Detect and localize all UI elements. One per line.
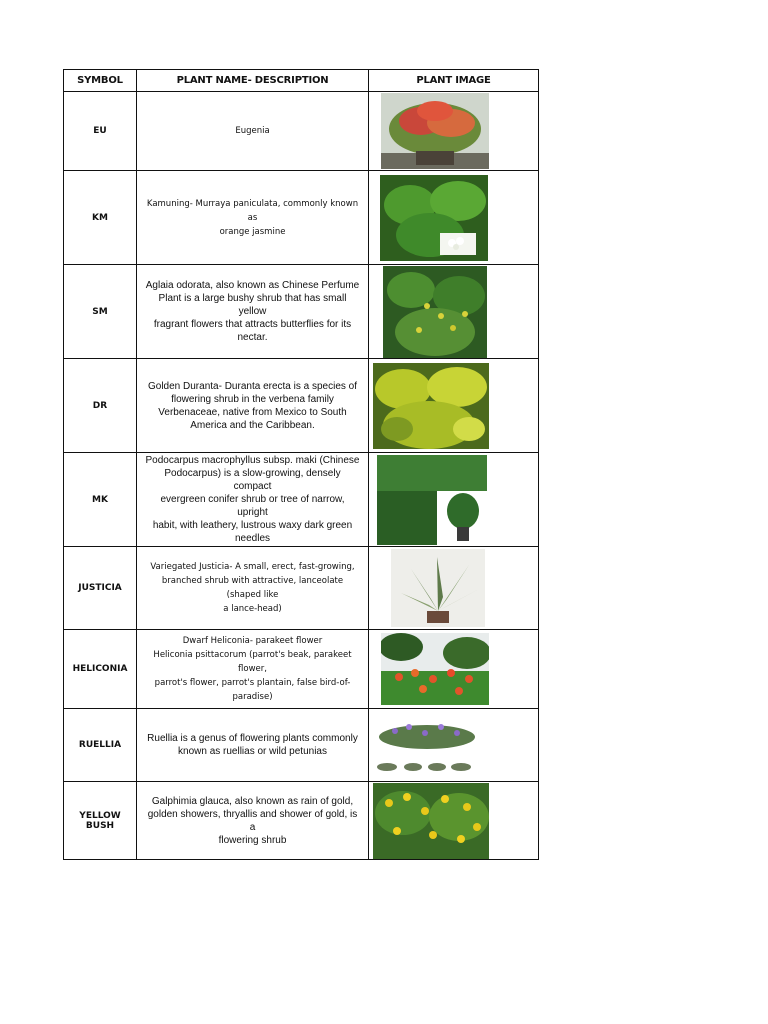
row-image-cell	[369, 265, 539, 359]
justicia-photo-icon	[391, 549, 485, 627]
row-symbol: SM	[64, 265, 137, 359]
row-description: Podocarpus macrophyllus subsp. maki (Chinese Podocarpus) is a slow-growing, densely compact evergreen conifer shrub or tree of narrow, upright habit, with leathery, lustrous waxy dark green needles	[137, 453, 369, 547]
row-image-cell	[369, 547, 539, 630]
golden-duranta-photo-icon	[373, 363, 489, 449]
header-image: PLANT IMAGE	[369, 70, 539, 92]
table-row	[64, 359, 539, 453]
galphimia-photo-icon	[373, 783, 489, 859]
row-symbol: KM	[64, 171, 137, 265]
row-image-cell	[369, 359, 539, 453]
row-symbol: YELLOW BUSH	[64, 782, 137, 860]
table-row	[64, 630, 539, 709]
row-description: Kamuning- Murraya paniculata, commonly known as orange jasmine	[137, 171, 369, 265]
header-symbol: SYMBOL	[64, 70, 137, 92]
eugenia-photo-icon	[381, 93, 489, 169]
row-image-cell	[369, 92, 539, 171]
table-row	[64, 547, 539, 630]
row-image-cell	[369, 171, 539, 265]
row-description: Variegated Justicia- A small, erect, fast-growing, branched shrub with attractive, lanceolate (shaped like a lance-head)	[137, 547, 369, 630]
row-symbol: RUELLIA	[64, 709, 137, 782]
podocarpus-photo-icon	[377, 455, 487, 545]
row-description: Galphimia glauca, also known as rain of gold, golden showers, thryallis and shower of gold, is a flowering shrub	[137, 782, 369, 860]
row-symbol: MK	[64, 453, 137, 547]
table-row	[64, 92, 539, 171]
row-description: Eugenia	[137, 92, 369, 171]
table-row	[64, 265, 539, 359]
header-description: PLANT NAME- DESCRIPTION	[137, 70, 369, 92]
aglaia-photo-icon	[383, 266, 487, 358]
table-row	[64, 171, 539, 265]
table-row	[64, 709, 539, 782]
row-symbol: HELICONIA	[64, 630, 137, 709]
row-description: Ruellia is a genus of flowering plants commonly known as ruellias or wild petunias	[137, 709, 369, 782]
row-description: Golden Duranta- Duranta erecta is a species of flowering shrub in the verbena family Verbenaceae, native from Mexico to South America and the Caribbean.	[137, 359, 369, 453]
plant-schedule-table	[63, 69, 539, 860]
ruellia-photo-icon	[373, 715, 481, 775]
row-image-cell	[369, 709, 539, 782]
row-symbol: DR	[64, 359, 137, 453]
row-image-cell	[369, 630, 539, 709]
table-row	[64, 453, 539, 547]
row-image-cell	[369, 453, 539, 547]
row-description: Dwarf Heliconia- parakeet flower Heliconia psittacorum (parrot's beak, parakeet flower, parrot's flower, parrot's plantain, false bird-of-paradise)	[137, 630, 369, 709]
row-symbol: EU	[64, 92, 137, 171]
heliconia-photo-icon	[381, 633, 489, 705]
table-header-row	[64, 70, 539, 92]
kamuning-photo-icon	[380, 175, 488, 261]
row-image-cell	[369, 782, 539, 860]
table-row	[64, 782, 539, 860]
row-description: Aglaia odorata, also known as Chinese Perfume Plant is a large bushy shrub that has small yellow fragrant flowers that attracts butterflies for its nectar.	[137, 265, 369, 359]
row-symbol: JUSTICIA	[64, 547, 137, 630]
